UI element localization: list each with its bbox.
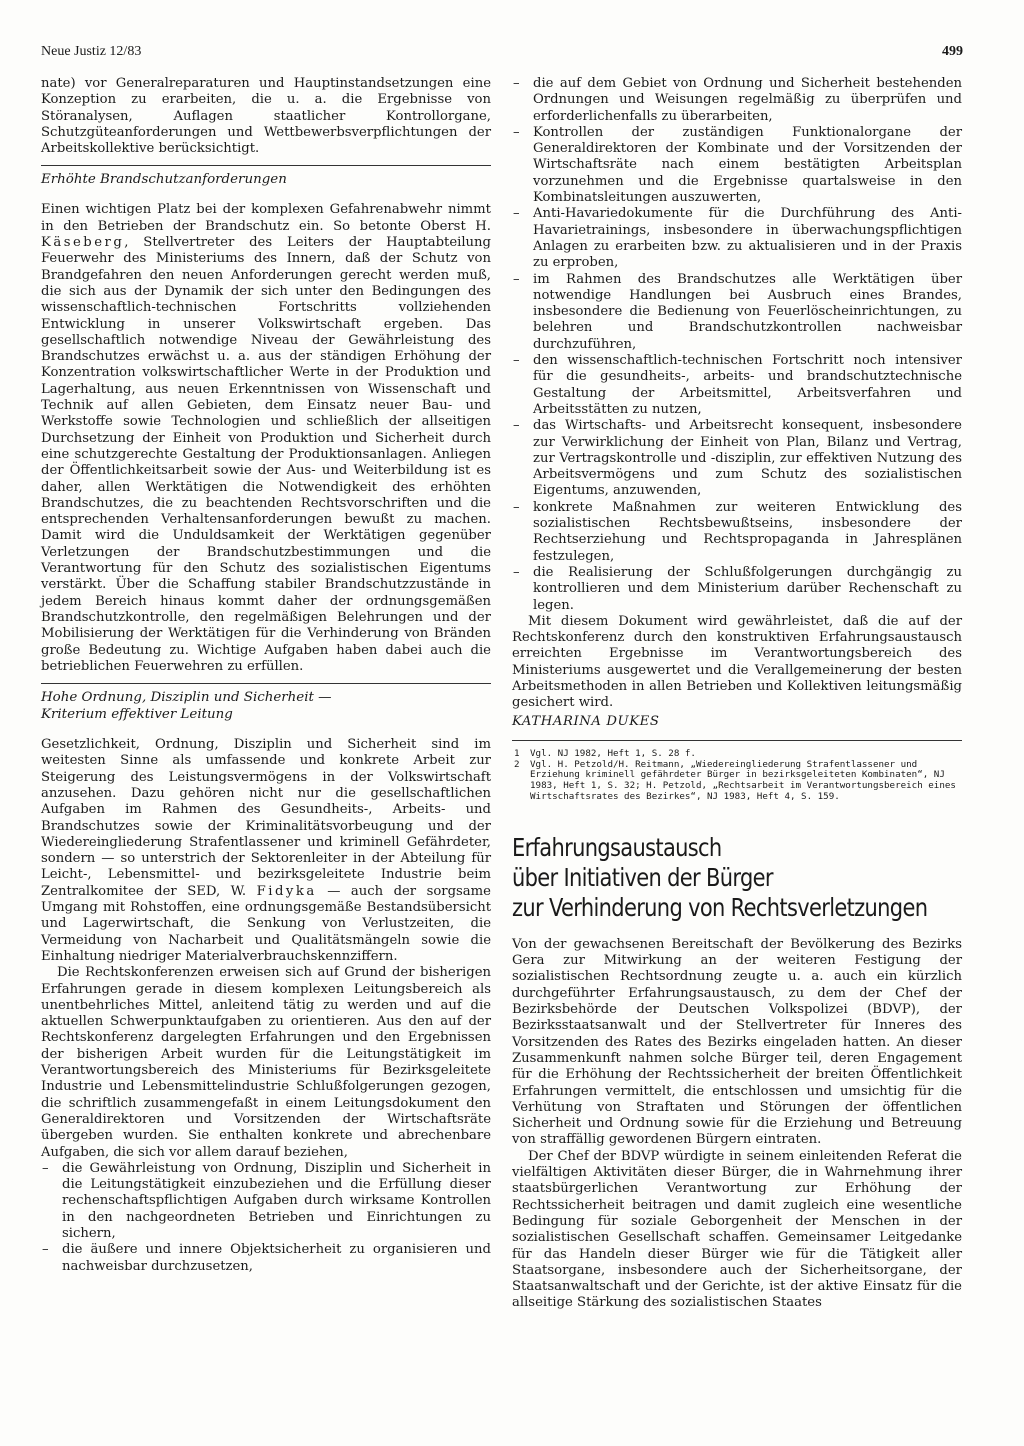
footnote-text: Vgl. NJ 1982, Heft 1, S. 28 f. bbox=[530, 747, 696, 759]
title-line: Erfahrungsaustausch bbox=[512, 832, 722, 862]
footnote-text: Vgl. H. Petzold/H. Reitmann, „Wiedereingliederung Strafentlassener und Erziehung kriminell gefährdeter Bürger in bezirksgeleiteten Kombinaten“, NJ 1983, Heft 1, S. 32; H. Petzold, „Rechtsarbeit im Verantwortungsbereich eines Wirtschaftsrates des Bezirkes“, NJ 1983, Heft 4, S. 159. bbox=[530, 758, 956, 803]
paragraph-text: , Stellvertreter des Leiters der Hauptabteilung Feuerwehr des Ministeriums des Innern, daß der Schutz von Brandgefahren den neuen Anforderungen gerecht werden muß, die sich aus der Dynamik der sich unter den Bedingungen des wissenschaftlich-technischen Fortschritts vollziehenden Entwicklung in unserer Volkswirtschaft ergeben. Das gesellschaftlich notwendige Niveau der Gewährleistung des Brandschutzes erwächst u. a. aus der ständigen Erhöhung der Konzentration volkswirtschaftlicher Werte in der Produktion und Lagerhaltung, aus neuen Erkenntnissen von Wissenschaft und Technik auf allen Gebieten, dem Einsatz neuer Bau- und Werkstoffe sowie Technologien und schließlich der allseitigen Durchsetzung der Einheit von Produktion und Sicherheit durch eine schutzgerechte Gestaltung der Produktionsanlagen. Anliegen der Öffentlichkeitsarbeit sowie der Aus- und Weiterbildung ist es daher, allen Werktätigen die Notwendigkeit des erhöhten Brandschutzes, die zu beachtenden Rechtsvorschriften und die entsprechenden Verhaltensanforderungen bewußt zu machen. Damit wird die Unduldsamkeit der Werktätigen gegenüber Verletzungen der Brandschutzbestimmungen und die Verantwortung für den Schutz des sozialistischen Eigentums verstärkt. Über die Schaffung stabiler Brandschutzzustände in jedem Bereich hinaus kommt daher der ordnungsgemäßen Brandschutzkontrolle, den regelmäßigen Belehrungen und der Mobilisierung der Werktätigen für die Verhinderung von Bränden große Bedeutung zu. Wichtige Aufgaben haben dabei auch die betrieblichen Feuerwehren zu erfüllen. bbox=[41, 235, 491, 674]
title-line: zur Verhinderung von Rechtsverletzungen bbox=[512, 892, 928, 922]
intro-paragraph: nate) vor Generalreparaturen und Hauptinstandsetzungen eine Konzeption zu erarbeiten, die u. a. die Ergebnisse von Störanalysen, Auflagen staatlicher Kontrollorgane, Schutzgüteanforderungen und Wettbewerbsverpflichtungen der Arbeitskollektive berücksichtigt. bbox=[41, 76, 491, 157]
footnote-number: 1 bbox=[514, 747, 520, 759]
person-name: Käseberg bbox=[41, 235, 125, 251]
list-item: – konkrete Maßnahmen zur weiteren Entwicklung des sozialistischen Rechtsbewußtseins, insbesondere der Rechtserziehung und Rechtspropaganda in Jahresplänen festzulegen, bbox=[512, 500, 962, 565]
heading-line: Kriterium effektiver Leitung bbox=[41, 707, 233, 723]
person-name: Fidyka bbox=[256, 883, 317, 899]
article-title bbox=[512, 832, 928, 923]
list-item: – den wissenschaftlich-technischen Fortschritt noch intensiver für die gesundheits-, arbeits- und brandschutztechnische Gestaltung der Arbeitsmittel, Arbeitsverfahren und Arbeitsstätten zu nutzen, bbox=[512, 353, 962, 418]
conference-paragraph: Die Rechtskonferenzen erweisen sich auf Grund der bisherigen Erfahrungen gerade in diesem komplexen Leitungsbereich als unentbehrliches Mittel, anleitend tätig zu werden und auf die aktuellen Schwerpunktaufgaben zu orientieren. Aus den auf der Rechtskonferenz dargelegten Erfahrungen und den Ergebnissen der bisherigen Arbeit wurden für die Leitungstätigkeit im Verantwortungsbereich des Ministeriums für Bezirksgeleitete Industrie und Lebensmittelindustrie Schlußfolgerungen gezogen, die schriftlich zusammengefaßt in einem Leitungsdokument den Generaldirektoren und Vorsitzenden der Wirtschaftsräte übergeben wurden. Sie enthalten konkrete und abrechenbare Aufgaben, die sich vor allem darauf beziehen, bbox=[41, 965, 491, 1160]
list-item: – im Rahmen des Brandschutzes alle Werktätigen über notwendige Handlungen bei Ausbruch eines Brandes, insbesondere die Bedienung von Feuerlöscheinrichtungen, zu belehren und Brandschutzkontrollen nachweisbar durchzuführen, bbox=[512, 272, 962, 353]
footnote-divider bbox=[512, 740, 962, 741]
list-item: – die Realisierung der Schlußfolgerungen durchgängig zu kontrollieren und dem Ministerium darüber Rechenschaft zu legen. bbox=[512, 565, 962, 614]
left-column bbox=[41, 76, 491, 1275]
paragraph-text: Gesetzlichkeit, Ordnung, Disziplin und Sicherheit sind im weitesten Sinne als umfassende und konkrete Arbeit zur Steigerung des Leistungsvermögens in der Volkswirtschaft anzusehen. Dazu gehören nicht nur die gesellschaftlichen Aufgaben im Rahmen des Gesundheits-, Arbeits- und Brandschutzes sowie der Kriminalitätsvorbeugung und der Wiedereingliederung Strafentlassener und kriminell Gefährdeter, sondern — so unterstrich der Sektorenleiter in der Abteilung für Leicht-, Lebensmittel- und bezirksgeleitete Industrie beim Zentralkomitee der SED, W. bbox=[41, 737, 491, 899]
tasks-list-right bbox=[512, 76, 962, 614]
tasks-list-left bbox=[41, 1161, 491, 1275]
list-item: – die Gewährleistung von Ordnung, Disziplin und Sicherheit in die Leitungstätigkeit einzubeziehen und die Erfüllung dieser rechenschaftspflichtigen Aufgaben durch wirksame Kontrollen in den nachgeordneten Betrieben und Einrichtungen zu sichern, bbox=[41, 1161, 491, 1242]
list-item: – Kontrollen der zuständigen Funktionalorgane der Generaldirektoren der Kombinate und der Vorsitzenden der Wirtschaftsräte nach einem bestätigten Arbeitsplan vorzunehmen und die Ergebnisse quartalsweise in den Kombinatsleitungen auszuwerten, bbox=[512, 125, 962, 206]
order-paragraph bbox=[41, 737, 491, 965]
footnote bbox=[512, 760, 962, 803]
author-signature: KATHARINA DUKES bbox=[512, 713, 660, 729]
page-number: 499 bbox=[942, 44, 963, 59]
list-item: – die auf dem Gebiet von Ordnung und Sicherheit bestehenden Ordnungen und Weisungen regelmäßig zu überprüfen und erforderlichenfalls zu überarbeiten, bbox=[512, 76, 962, 125]
fire-protection-paragraph bbox=[41, 202, 491, 675]
section-heading-fire-protection: Erhöhte Brandschutzanforderungen bbox=[41, 165, 491, 188]
right-column bbox=[512, 76, 962, 1312]
list-item: – die äußere und innere Objektsicherheit zu organisieren und nachweisbar durchzusetzen, bbox=[41, 1242, 491, 1275]
title-line: über Initiativen der Bürger bbox=[512, 862, 773, 892]
paragraph-text: — auch der sorgsame Umgang mit Rohstoffen, eine ordnungsgemäße Bestandsübersicht und Lagerwirtschaft, die Senkung von Verlustzeiten, die Vermeidung von Nacharbeit und Qualitätsmängeln sowie die Einhaltung niedriger Materialverbrauchskennziffern. bbox=[41, 883, 491, 964]
closing-paragraph: Mit diesem Dokument wird gewährleistet, daß die auf der Rechtskonferenz durch den konstruktiven Erfahrungsaustausch erreichten Ergebnisse im Verantwortungsbereich des Ministeriums ausgewertet und die Verallgemeinerung der besten Arbeitsmethoden in allen Betrieben und Kollektiven leitungsmäßig gesichert wird. bbox=[512, 613, 962, 711]
journal-issue: Neue Justiz 12/83 bbox=[41, 44, 142, 59]
footnote-number: 2 bbox=[514, 758, 520, 770]
paragraph-text: Einen wichtigen Platz bei der komplexen Gefahrenabwehr nimmt in den Betrieben der Brandschutz ein. So betonte Oberst H. bbox=[41, 202, 491, 234]
list-item: – das Wirtschafts- und Arbeitsrecht konsequent, insbesondere zur Verwirklichung der Einheit von Plan, Bilanz und Vertrag, zur Vertragskontrolle und -disziplin, zur effektiven Nutzung des Arbeitsvermögens und zum Schutz des sozialistischen Eigentums, anzuwenden, bbox=[512, 418, 962, 499]
heading-line: Hohe Ordnung, Disziplin und Sicherheit — bbox=[41, 690, 332, 706]
footnotes bbox=[512, 749, 962, 803]
page-header bbox=[41, 44, 963, 66]
section-heading-order-discipline bbox=[41, 683, 491, 723]
article-paragraph: Der Chef der BDVP würdigte in seinem einleitenden Referat die vielfältigen Aktivitäten dieser Bürger, die in Wahrnehmung ihrer staatsbürgerlichen Verantwortung zur Erhöhung der Rechtssicherheit beitragen und damit zugleich eine wesentliche Bedingung für soziale Geborgenheit der Menschen in der sozialistischen Gesellschaft schaffen. Gemeinsamer Leitgedanke für das Handeln dieser Bürger wie für die Tätigkeit aller Staatsorgane, insbesondere auch der Sicherheitsorgane, der Staatsanwaltschaft und der Gerichte, ist der aktive Einsatz für die allseitige Stärkung des sozialistischen Staates bbox=[512, 1148, 962, 1311]
list-item: – Anti-Havariedokumente für die Durchführung des Anti-Havarietrainings, insbesondere in überwachungspflichtigen Anlagen zu erarbeiten bzw. zu aktualisieren und in der Praxis zu erproben, bbox=[512, 206, 962, 271]
article-paragraph: Von der gewachsenen Bereitschaft der Bevölkerung des Bezirks Gera zur Mitwirkung an der weiteren Festigung der sozialistischen Rechtsordnung zeugte u. a. auch ein kürzlich durchgeführter Erfahrungsaustausch, zu dem der Chef der Bezirksbehörde der Deutschen Volkspolizei (BDVP), der Bezirksstaatsanwalt und der Stellvertreter für Inneres des Vorsitzenden des Rates des Bezirks eingeladen hatten. An dieser Zusammenkunft nahmen solche Bürger teil, deren Engagement für die Erhöhung der Rechtssicherheit der breiten Öffentlichkeit Erfahrungen vermittelt, die entschlossen und umsichtig für die Verhütung von Straftaten und Störungen der öffentlichen Sicherheit und Ordnung sowie für die Erziehung und Betreuung von straffällig gewordenen Bürgern eintraten. bbox=[512, 936, 962, 1148]
